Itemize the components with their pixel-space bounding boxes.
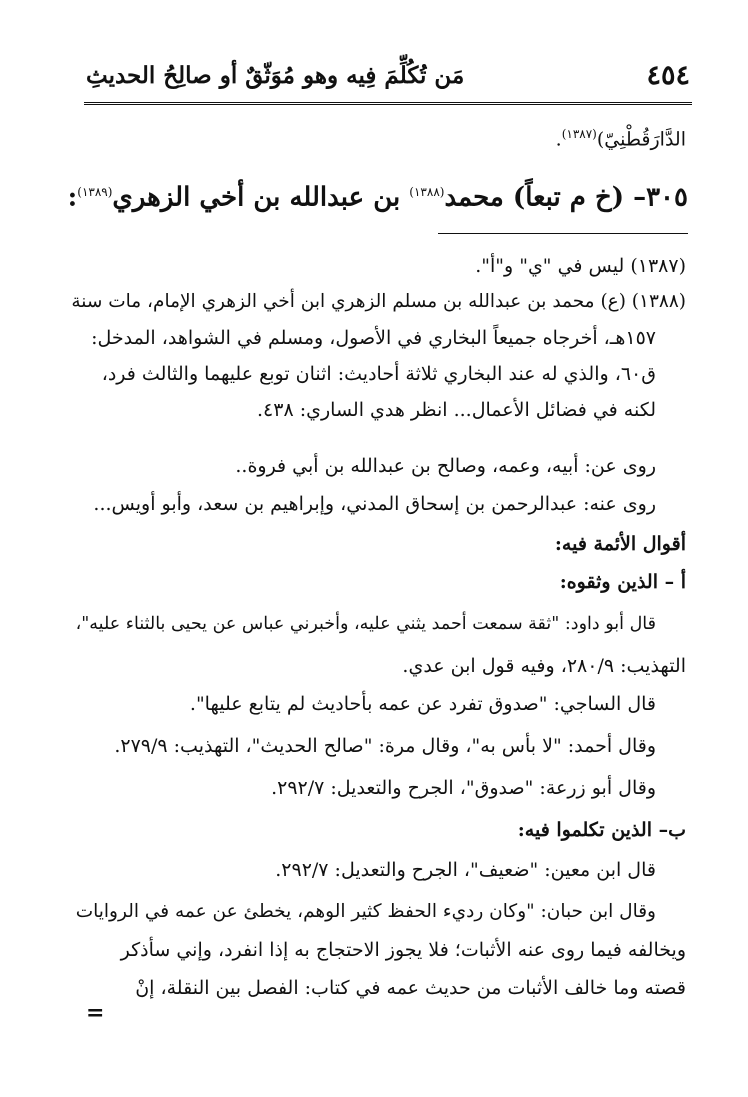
continued-text: الدَّارَقُطْنِيّ) (596, 128, 686, 151)
section-heading: أقوال الأئمة فيه: (554, 533, 686, 555)
running-title: مَن تُكُلِّمَ فِيه وهو مُوَثّقٌ أو صالِحُ الحديثِ (86, 62, 465, 89)
quote-line: وقال أبو زرعة: "صدوق"، الجرح والتعديل: ٢٩٢/٧. (271, 777, 656, 799)
quote-line: التهذيب: ٢٨٠/٩، وفيه قول ابن عدي. (402, 655, 686, 677)
subsection-heading-b: ب– الذين تكلموا فيه: (517, 819, 686, 841)
entry-colon: : (67, 182, 78, 213)
entry-prefix: ٣٠٥– (خ م تبعاً) محمد (444, 182, 688, 213)
footnote-line: روى عن: أبيه، وعمه، وصالح بن عبدالله بن أبي فروة.. (235, 455, 656, 477)
quote-line: قال أبو داود: "ثقة سمعت أحمد يثني عليه، وأخبرني عباس عن يحيى بالثناء عليه"، (75, 614, 656, 634)
quote-line: وقال أحمد: "لا بأس به"، وقال مرة: "صالح الحديث"، التهذيب: ٢٧٩/٩. (114, 735, 656, 757)
footnote-line: ١٥٧هـ، أخرجاه جميعاً البخاري في الأصول، ومسلم في الشواهد، المدخل: (91, 327, 656, 349)
page-header (86, 58, 690, 98)
footnote-line: (١٣٨٨) (ع) محمد بن عبدالله بن مسلم الزهري ابن أخي الزهري الإمام، مات سنة (71, 291, 686, 312)
footnote-ref-1388: (١٣٨٨) (409, 185, 445, 199)
header-divider (84, 102, 692, 105)
quote-line: قصته وما خالف الأثبات من حديث عمه في كتاب: الفصل بين النقلة، إنْ (135, 977, 686, 999)
continued-text-line (556, 120, 686, 153)
page-number: ٤٥٤ (646, 60, 690, 91)
footnote-line: روى عنه: عبدالرحمن بن إسحاق المدني، وإبراهيم بن سعد، وأبو أويس... (93, 493, 656, 515)
quote-line: ويخالفه فيما روى عنه الأثبات؛ فلا يجوز الاحتجاج به إذا انفرد، وإني سأذكر (120, 939, 686, 961)
entry-heading (68, 172, 688, 218)
quote-line: قال الساجي: "صدوق تفرد عن عمه بأحاديث لم يتابع عليها". (189, 693, 656, 715)
subsection-heading-a: أ – الذين وثقوه: (559, 571, 686, 593)
footnote-ref-1389: (١٣٨٩) (77, 185, 113, 199)
footnote-line: ق٦٠، والذي له عند البخاري ثلاثة أحاديث: اثنان توبع عليهما والثالث فرد، (101, 363, 656, 385)
entry-name-rest: بن عبدالله بن أخي الزهري (112, 182, 410, 213)
quote-line: وقال ابن حبان: "وكان رديء الحفظ كثير الوهم، يخطئ عن عمه في الروايات (75, 901, 656, 922)
sentence-end: . (555, 128, 562, 151)
quote-line: قال ابن معين: "ضعيف"، الجرح والتعديل: ٢٩٢/٧. (275, 859, 656, 881)
footnote-line: (١٣٨٧) ليس في "ي" و"أ". (475, 255, 686, 277)
footnote-divider (438, 233, 688, 234)
footnote-ref: (١٣٨٧) (561, 127, 597, 141)
continuation-mark: = (86, 1000, 105, 1026)
footnote-line: لكنه في فضائل الأعمال... انظر هدي الساري: ٤٣٨. (257, 399, 656, 421)
